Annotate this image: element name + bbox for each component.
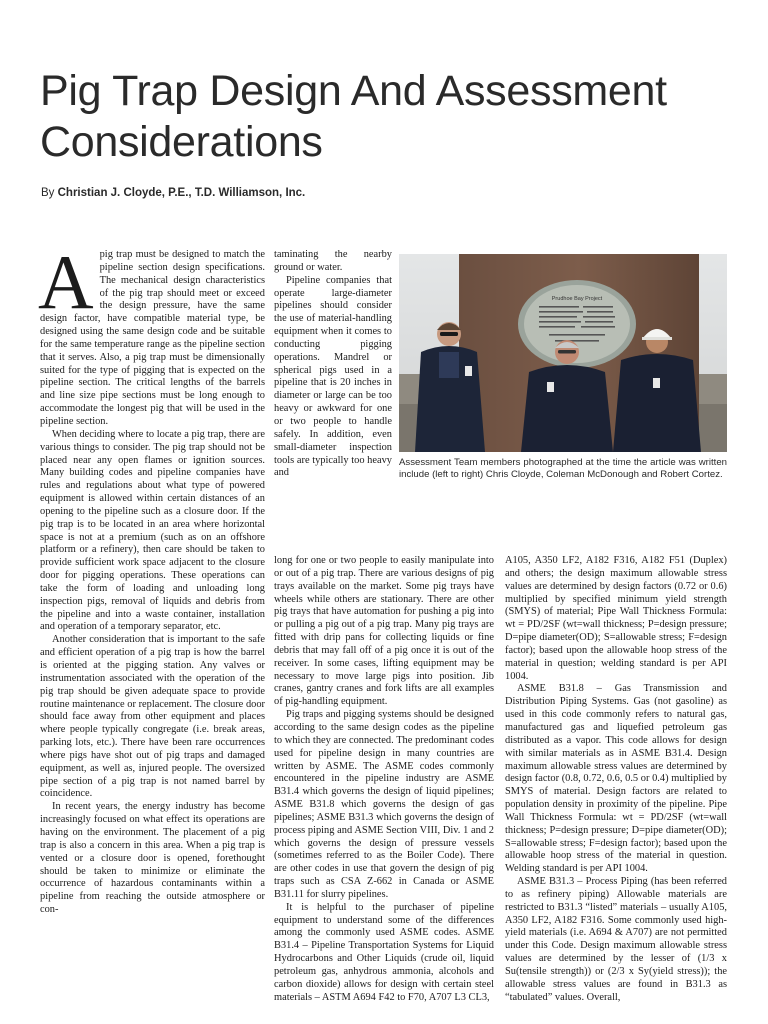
drop-cap: A [38, 239, 94, 325]
plaque-title: Prudhoe Bay Project [551, 296, 603, 302]
article-column-2-top [274, 249, 392, 480]
paragraph: ASME B31.8 – Gas Transmission and Distribution Piping Systems. Gas (not gasoline) as used in this code commonly refers to natural gas, manufactured gas and liquefied petroleum gas distributed as a vapor. This code allows for design with similar materials as in ASME B31.4. Design maximum allowable stress values are determined by design factor (0.8, 0.72, 0.6, 0.5 or 0.4) multiplied by SMYS of material. Design factors are related to population density in proximity of the pipeline. Pipe Wall Thickness Formula: wt = PD/2SF (wt=wall thickness; P=design pressure; D=pipe diameter(OD); S=allowable stress; F=design factor); based upon the allowable hoop stress of the material in question. Welding standard is per API 1004. [505, 683, 727, 875]
paragraph: When deciding where to locate a pig trap, there are various things to consider. The pig trap should not be placed near any open flames or ignition sources. Many building codes and pipeline companies have rules and regulations about what type of powered equipment is allowed within certain distances of an opening to the pipeline such as a closure door. If the pig trap is to be located in an area where horizontal space is not at a premium (such as on an offshore platform or a refinery), then care should be taken to provide sufficient work space adjacent to the closure door for pigging operations. These operations can take the form of loading and unloading long inspection pigs, removal of liquids and debris from the pipeline and into a waste container, installation and operation of a temporary separator, etc. [40, 428, 265, 633]
paragraph: taminating the nearby ground or water. [274, 249, 392, 273]
paragraph-text: pig trap must be designed to match the pipeline section design specifications. The mechanical design characteristics of the pig trap should meet or exceed the design pressure, have the same design factor, have compatible material type, be designed using the same design code and be suitable for the same temperature range as the pipeline section that it serves. Also, a pig trap must be dimensionally suited for the type of pigging that is expected on the pipeline section. The critical lengths of the barrels and line size pipe sections must be long enough to accommodate the longest pig that will be used in the pipeline section. [40, 249, 265, 427]
paragraph: It is helpful to the purchaser of pipeline equipment to understand some of the differences among the commonly used ASME codes. ASME B31.4 – Pipeline Transportation Systems for Liquid Hydrocarbons and Other Liquids (crude oil, liquid petroleum gas, anhydrous ammonia, alcohols and carbon dioxide) allows for design with certain steel materials – ASTM A694 F42 to F70, A707 L3 CL3, [274, 901, 494, 1003]
paragraph: In recent years, the energy industry has become increasingly focused on what effect its operations are having on the environment. The placement of a pig trap is also a concern in this area. When a pig trap is vented or a closure door is opened, forethought should be taken to minimize or eliminate the occurrence of hazardous contaminants within a pipeline from reaching the outside atmosphere or con- [40, 801, 265, 916]
photo-caption: Assessment Team members photographed at the time the article was written include (left to right) Chris Cloyde, Coleman McDonough and Robert Cortez. [399, 457, 727, 480]
paragraph: ASME B31.3 – Process Piping (has been referred to as refinery piping) Allowable materials are restricted to B31.3 “listed” materials – usually A105, A350 LF2, A182 F316. Some commonly used high-yield materials (i.e. A694 & A707) are not permitted under this Code. Design maximum allowable stress values are determined by the lesser of (1/3 x Su(tensile strength)) or (2/3 x Sy(yield stress)); the allowable stress values are found in B31.3 as “tabulated” values. Overall, [505, 876, 727, 1003]
byline-author: Christian J. Cloyde, P.E., T.D. Williamson, Inc. [57, 187, 306, 199]
team-photo-image [399, 254, 727, 452]
article-column-2-bottom [274, 555, 494, 1005]
paragraph: Pig traps and pigging systems should be designed according to the same design codes as the pipeline to which they are connected. The predominant codes used for pipeline design in many countries are written by ASME. The ASME codes commonly encountered in the pipeline industry are ASME B31.4 which governs the design of liquid pipelines; ASME B31.8 which governs the design of gas pipelines; ASME B31.3 which governs the design of process piping and ASME Section VIII, Div. 1 and 2 which governs the design of pressure vessels (sometimes referred to as the Boiler Code). There are other codes in use that govern the design of pig traps such as CSA Z-662 in Canada or ASME B31.11 for slurry pipelines. [274, 709, 494, 900]
paragraph: Another consideration that is important to the safe and efficient operation of a pig trap is how the barrel is oriented at the pigging station. Any valves or instrumentation associated with the operation of the pig trap should be given adequate space to provide routine maintenance or replacement. The closure door should face away from other equipment and places where people typically congregate (i.e. break areas, parking lots, etc.). There have been rare occurrences where pigs have shot out of pig traps and damaged equipment, as well as, injured people. The oversized pipe section of a pig trap is not named barrel by coincidence. [40, 634, 265, 800]
article-column-1 [38, 239, 265, 917]
article-title: Pig Trap Design And Assessment Considerations [40, 67, 667, 166]
paragraph: Pipeline companies that operate large-diameter pipelines should consider the use of material-handling equipment when it comes to conducting pigging operations. Mandrel or spherical pigs used in a pipeline that is 20 inches in diameter or large can be too heavy or awkward for one or two people to handle safely. In addition, even small-diameter inspection tools are typically too heavy and [274, 274, 392, 479]
article-column-3 [505, 555, 727, 1005]
paragraph: long for one or two people to easily manipulate into or out of a pig trap. There are various designs of pig trays available on the market. Some pig trays have wheels while others are stationary. There are other pig trays that have automation for pushing a pig into or pulling a pig out of a pig trap. Many pig trays are fitted with drip pans for collecting liquids or fine debris that may fall off of a pig once it is out of the receiver. In some cases, lifting equipment may be necessary to move large pigs into position. Jib cranes, gantry cranes and fork lifts are all examples of pig-handling equipment. [274, 555, 494, 708]
paragraph [38, 239, 265, 429]
byline [41, 187, 305, 199]
byline-prefix: By [41, 187, 55, 199]
paragraph: A105, A350 LF2, A182 F316, A182 F51 (Duplex) and others; the design maximum allowable stress values are determined by design factors (0.72 or 0.6) multiplied by specified minimum yield strength (SMYS) of material; Pipe Wall Thickness Formula: wt = PD/2SF (wt=wall thickness; P=design pressure; D=pipe diameter(OD); S=allowable stress; F=design factor); based upon the allowable hoop stress of the material in question; welding standard is per API 1004. [505, 555, 727, 682]
team-photo [399, 254, 727, 452]
